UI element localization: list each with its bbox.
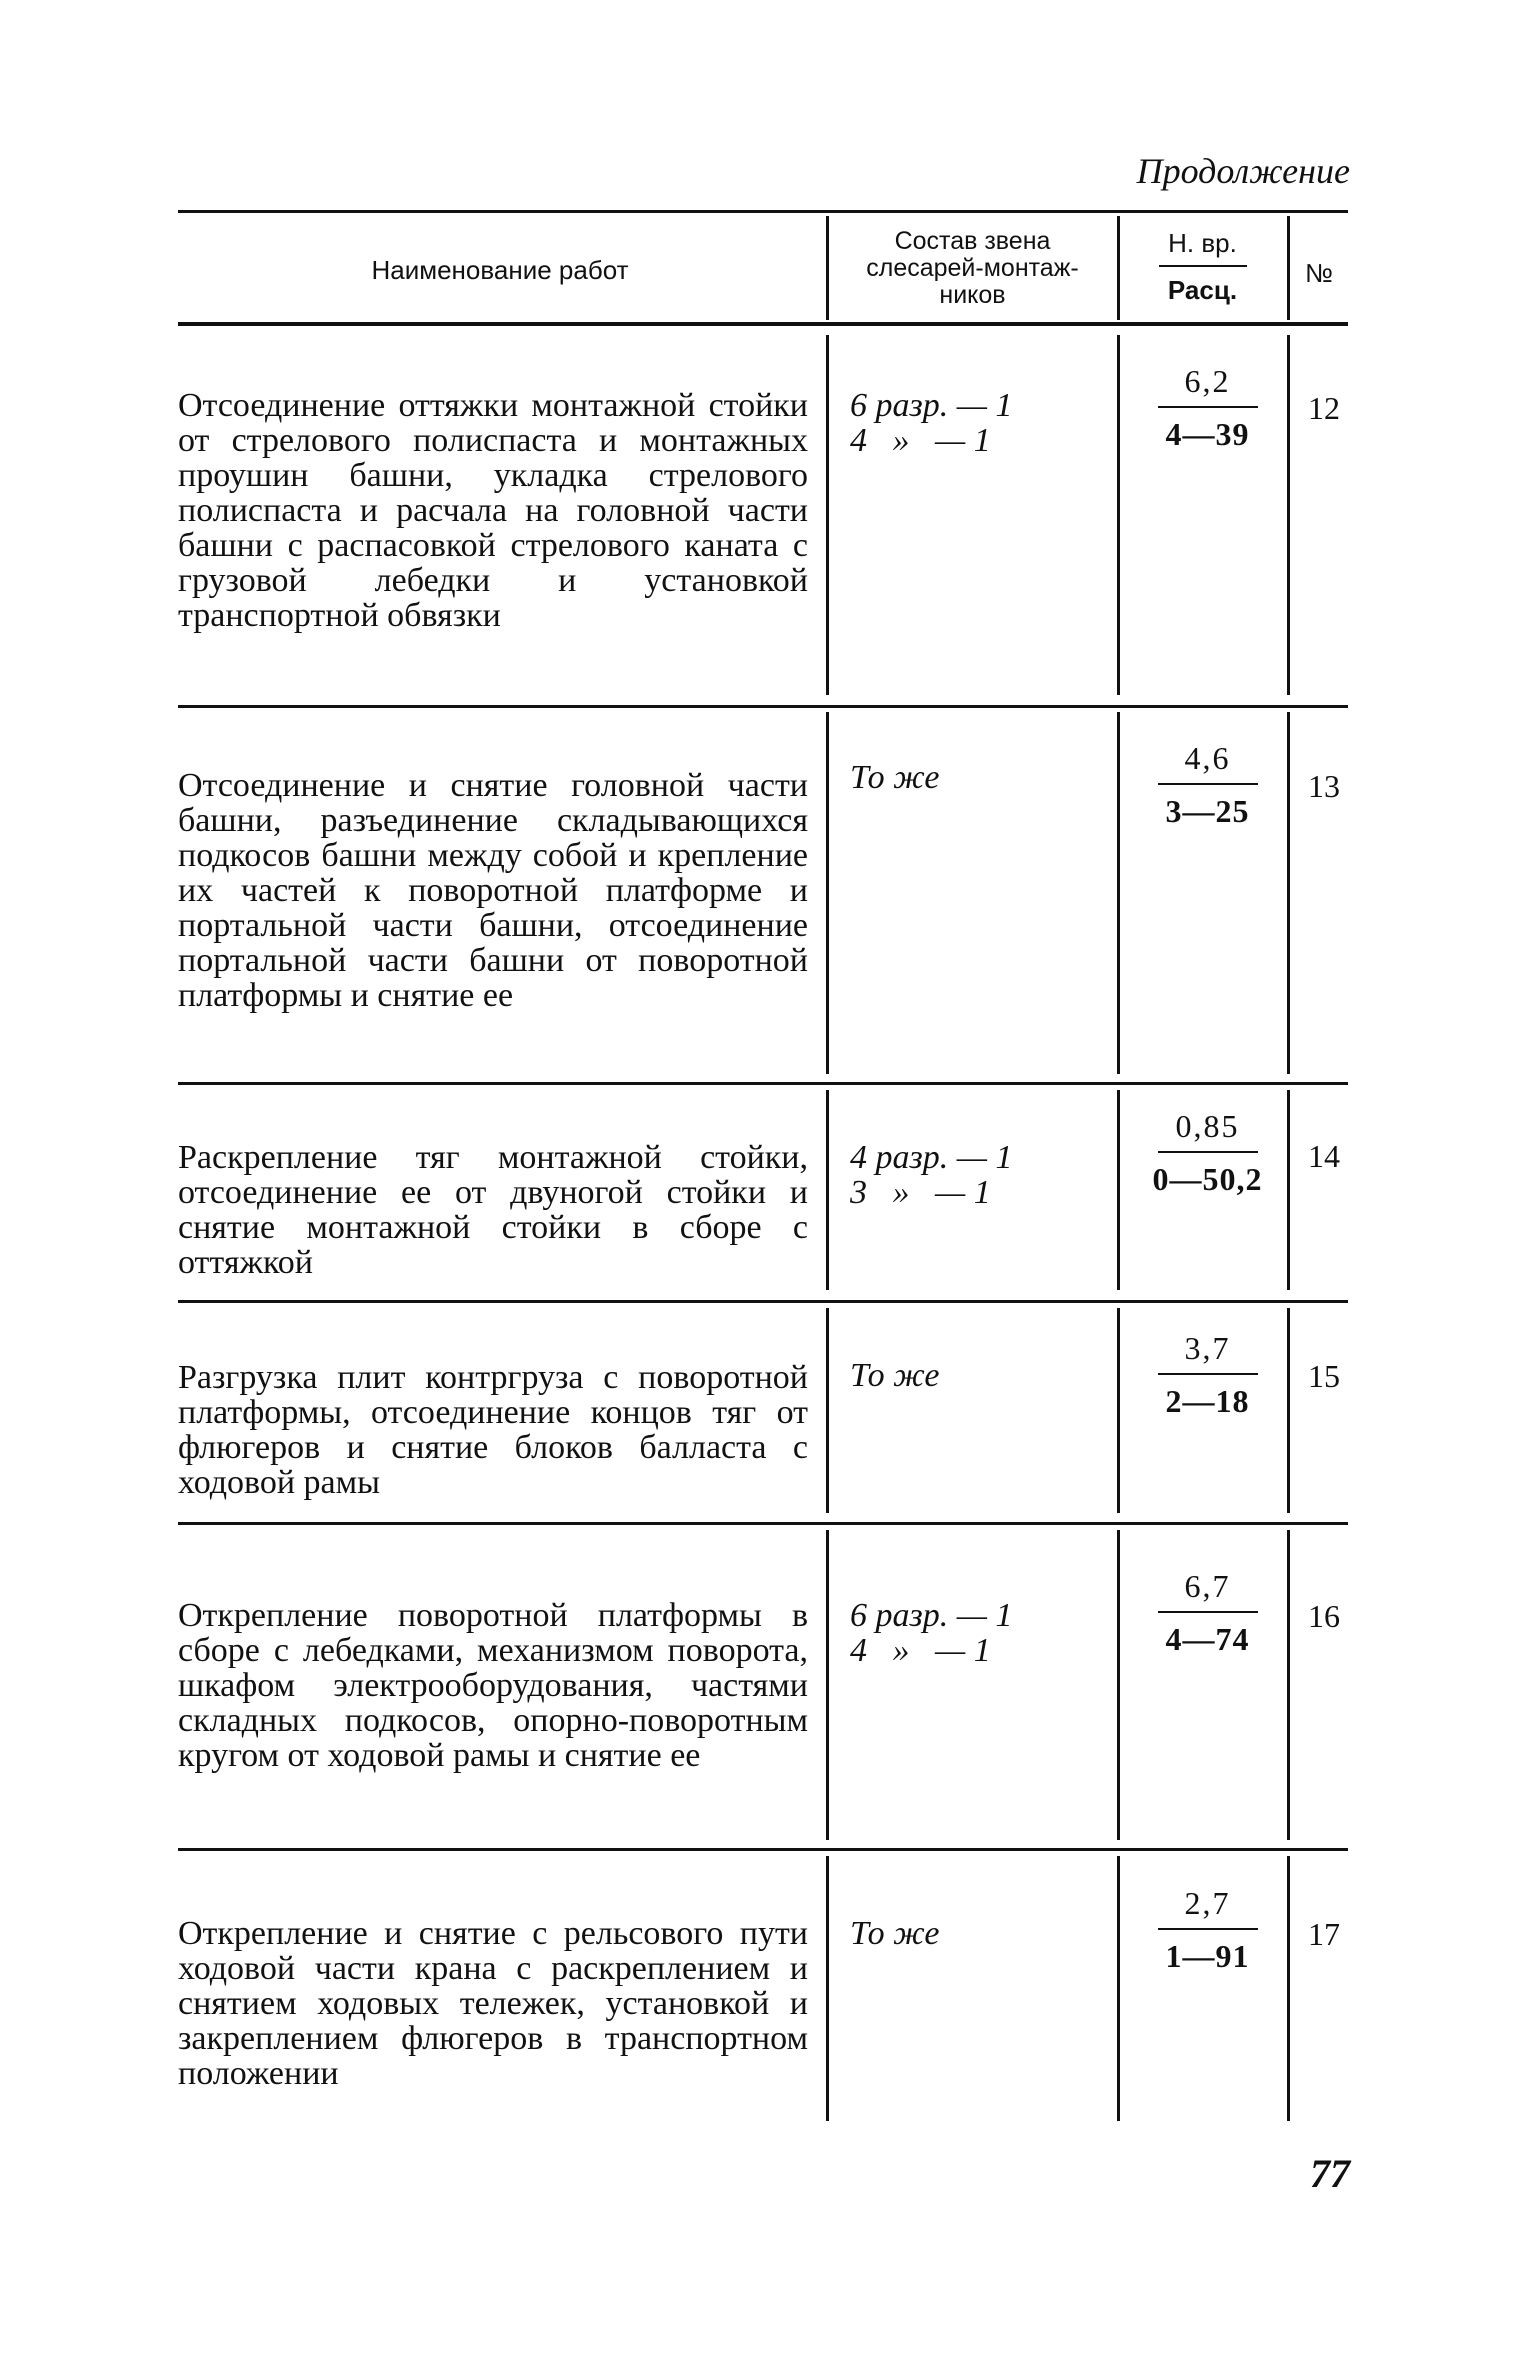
row-number: 16 bbox=[1308, 1598, 1340, 1634]
crew-line: 4 » — 1 bbox=[850, 1632, 991, 1669]
row-crew bbox=[850, 1358, 1110, 1393]
column-divider bbox=[826, 1530, 829, 1840]
row-norm bbox=[1125, 740, 1290, 830]
column-divider bbox=[1117, 712, 1120, 1074]
row-number: 15 bbox=[1308, 1358, 1340, 1394]
row-crew bbox=[850, 1598, 1110, 1668]
crew-line: 3 » — 1 bbox=[850, 1174, 991, 1211]
column-divider bbox=[826, 712, 829, 1074]
row-number: 17 bbox=[1308, 1916, 1340, 1952]
header-rate: Расц. bbox=[1167, 275, 1238, 305]
row-separator bbox=[178, 1522, 1348, 1525]
row-description: Отсоединение и снятие головной части башни, разъединение складывающихся подкосов башни между собой и крепление их частей к поворотной платформе и портальной части башни, отсоединение портальной части башни от поворотной платформы и снятие ее bbox=[178, 767, 808, 1014]
row-crew bbox=[850, 1916, 1110, 1951]
fraction-line bbox=[1158, 1928, 1258, 1930]
crew-line: 6 разр. — 1 bbox=[850, 387, 1013, 424]
header-norm-time: Н. вр. bbox=[1168, 228, 1237, 258]
header-norm bbox=[1120, 228, 1285, 306]
fraction-line bbox=[1158, 1611, 1258, 1613]
column-divider bbox=[826, 335, 829, 695]
column-divider bbox=[826, 1308, 829, 1513]
rate: 4—39 bbox=[1165, 416, 1250, 452]
crew-line: 4 » — 1 bbox=[850, 422, 991, 459]
row-description: Открепление и снятие с рельсового пути ходовой части крана с раскреплением и снятием ходовых тележек, установкой и закреплением флюгеров в транспортном положении bbox=[178, 1915, 808, 2092]
norm-time: 0,85 bbox=[1175, 1108, 1240, 1144]
header-number: № bbox=[1305, 258, 1333, 288]
row-norm bbox=[1125, 363, 1290, 453]
header-crew-line: слесарей-монтаж- bbox=[866, 254, 1079, 282]
column-divider bbox=[826, 1856, 829, 2121]
norm-time: 6,2 bbox=[1184, 363, 1231, 399]
row-separator bbox=[178, 705, 1348, 708]
header-divider bbox=[826, 216, 829, 320]
column-divider bbox=[1117, 1090, 1120, 1290]
row-norm bbox=[1125, 1568, 1290, 1658]
column-divider bbox=[1117, 1856, 1120, 2121]
header-crew-line: ников bbox=[939, 281, 1006, 309]
row-number: 13 bbox=[1308, 768, 1340, 804]
row-description: Разгрузка плит контргруза с поворотной платформы, отсоединение концов тяг от флюгеров и снятие блоков балласта с ходовой рамы bbox=[178, 1359, 808, 1501]
rate: 4—74 bbox=[1165, 1621, 1250, 1657]
fraction-line bbox=[1158, 406, 1258, 408]
column-divider bbox=[1117, 335, 1120, 695]
table-top-rule bbox=[178, 210, 1348, 213]
column-divider bbox=[826, 1090, 829, 1290]
crew-line: То же bbox=[850, 1915, 940, 1952]
row-separator bbox=[178, 1082, 1348, 1085]
row-description: Раскрепление тяг монтажной стойки, отсоединение ее от двуногой стойки и снятие монтажной стойки в сборе с оттяжкой bbox=[178, 1139, 808, 1281]
crew-line: 6 разр. — 1 bbox=[850, 1597, 1013, 1634]
rate: 2—18 bbox=[1165, 1383, 1250, 1419]
crew-line: То же bbox=[850, 1357, 940, 1394]
norm-time: 2,7 bbox=[1184, 1885, 1231, 1921]
row-number: 14 bbox=[1308, 1138, 1340, 1174]
row-description: Открепление поворотной платформы в сборе с лебедками, механизмом поворота, шкафом электрооборудования, частями складных подкосов, опорно-поворотным кругом от ходовой рамы и снятие ее bbox=[178, 1597, 808, 1774]
crew-line: 4 разр. — 1 bbox=[850, 1139, 1013, 1176]
row-crew bbox=[850, 760, 1110, 795]
norm-time: 3,7 bbox=[1184, 1330, 1231, 1366]
header-work-name: Наименование работ bbox=[371, 255, 629, 285]
norm-time: 6,7 bbox=[1184, 1568, 1231, 1604]
header-bottom-rule bbox=[178, 322, 1348, 326]
header-crew bbox=[830, 228, 1115, 309]
rate: 3—25 bbox=[1165, 793, 1250, 829]
rate: 0—50,2 bbox=[1152, 1161, 1263, 1197]
continued-label: Продолжение bbox=[1136, 151, 1350, 191]
fraction-line bbox=[1158, 783, 1258, 785]
column-divider bbox=[1117, 1308, 1120, 1513]
fraction-line bbox=[1158, 1373, 1258, 1375]
page-number: 77 bbox=[1310, 2151, 1350, 2196]
row-crew bbox=[850, 388, 1110, 458]
row-crew bbox=[850, 1140, 1110, 1210]
column-divider bbox=[1117, 1530, 1120, 1840]
row-norm bbox=[1125, 1108, 1290, 1198]
row-norm bbox=[1125, 1330, 1290, 1420]
row-norm bbox=[1125, 1885, 1290, 1975]
norm-time: 4,6 bbox=[1184, 740, 1231, 776]
header-crew-line: Состав звена bbox=[894, 227, 1051, 255]
row-description: Отсоединение оттяжки монтажной стойки от стрелового полиспаста и монтажных проушин башни, укладка стрелового полиспаста и расчала на головной части башни с распасовкой стрелового каната с грузовой лебедки и установкой транспортной обвязки bbox=[178, 387, 808, 634]
row-separator bbox=[178, 1848, 1348, 1851]
row-number: 12 bbox=[1308, 390, 1340, 426]
rate: 1—91 bbox=[1165, 1938, 1250, 1974]
crew-line: То же bbox=[850, 759, 940, 796]
row-separator bbox=[178, 1300, 1348, 1303]
fraction-line bbox=[1158, 1151, 1258, 1153]
